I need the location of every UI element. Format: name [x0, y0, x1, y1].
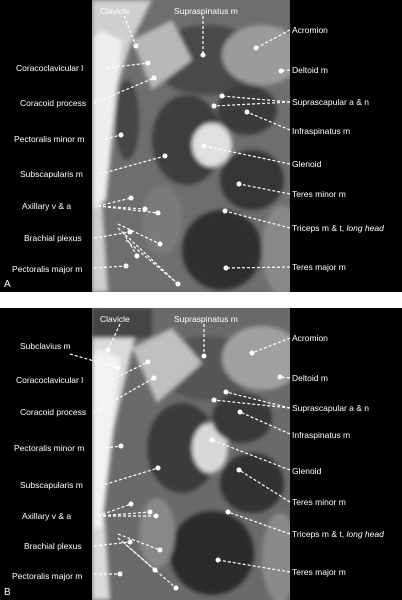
- panel-letter-b: B: [4, 587, 11, 598]
- label-coracoid: Coracoid process: [20, 98, 87, 108]
- mri-image-b: [92, 308, 290, 600]
- panel-separator: [0, 292, 402, 308]
- label-axillary-b: Axillary v & a: [22, 511, 72, 521]
- label-brachial-b: Brachial plexus: [24, 541, 82, 551]
- label-coracoid-b: Coracoid process: [20, 407, 87, 417]
- label-axillary: Axillary v & a: [22, 201, 72, 211]
- label-suprascapular: Suprascapular a & n: [292, 97, 370, 107]
- label-brachial: Brachial plexus: [24, 233, 82, 243]
- label-teres-minor: Teres minor m: [292, 189, 346, 199]
- label-supraspinatus-b: Supraspinatus m: [174, 314, 238, 324]
- mri-image-a: [92, 0, 290, 292]
- label-acromion: Acromion: [292, 25, 328, 35]
- label-supraspinatus: Supraspinatus m: [174, 6, 238, 16]
- label-subclavius-b: Subclavius m: [20, 341, 71, 351]
- label-teres-major: Teres major m: [292, 262, 346, 272]
- label-infraspinatus: Infraspinatus m: [292, 126, 351, 136]
- label-triceps-b: [292, 529, 384, 539]
- label-infraspinatus-b: Infraspinatus m: [292, 430, 351, 440]
- label-deltoid-b: Deltoid m: [292, 373, 328, 383]
- label-triceps-italic-b: long head: [346, 529, 384, 539]
- label-triceps-italic: long head: [346, 223, 384, 233]
- label-pectoralis-minor-b: Pectoralis minor m: [14, 443, 85, 453]
- label-deltoid: Deltoid m: [292, 65, 328, 75]
- label-pectoralis-major: Pectoralis major m: [12, 264, 83, 274]
- label-triceps-main: Triceps m & t,: [292, 223, 347, 233]
- label-subscapularis-b: Subscapularis m: [20, 480, 83, 490]
- label-coracoclavicular-b: Coracoclavicular l: [16, 375, 84, 385]
- label-glenoid: Glenoid: [292, 159, 322, 169]
- label-teres-major-b: Teres major m: [292, 567, 346, 577]
- panel-a: [0, 0, 402, 292]
- label-teres-minor-b: Teres minor m: [292, 497, 346, 507]
- label-pectoralis-minor: Pectoralis minor m: [14, 134, 85, 144]
- label-clavicle: Clavicle: [100, 6, 130, 16]
- label-suprascapular-b: Suprascapular a & n: [292, 403, 370, 413]
- label-triceps: [292, 223, 384, 233]
- panel-letter-a: A: [4, 279, 11, 290]
- label-subscapularis: Subscapularis m: [20, 169, 83, 179]
- label-acromion-b: Acromion: [292, 333, 328, 343]
- label-clavicle-b: Clavicle: [100, 314, 130, 324]
- label-triceps-main-b: Triceps m & t,: [292, 529, 347, 539]
- label-coracoclavicular: Coracoclavicular l: [16, 63, 84, 73]
- label-glenoid-b: Glenoid: [292, 466, 322, 476]
- label-pectoralis-major-b: Pectoralis major m: [12, 571, 83, 581]
- panel-b: [0, 308, 402, 600]
